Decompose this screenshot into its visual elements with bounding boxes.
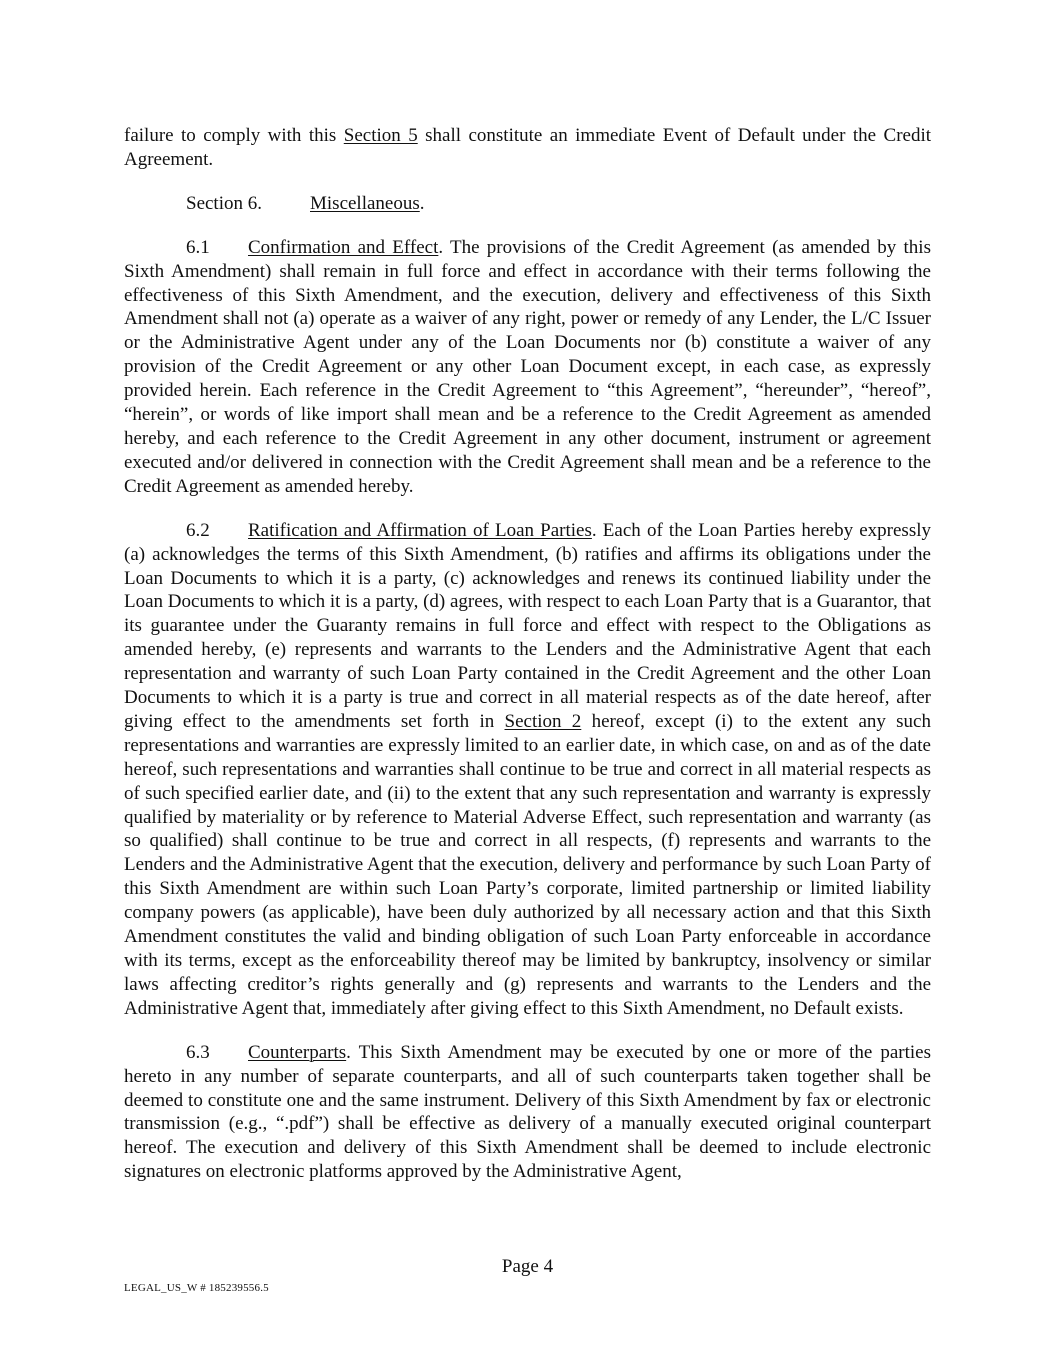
document-id: LEGAL_US_W # 185239556.5 — [124, 1282, 269, 1294]
section-5-reference: Section 5 — [343, 125, 418, 146]
section-6-title: Miscellaneous — [310, 192, 420, 214]
paragraph-6-3-text: . This Sixth Amendment may be executed by one or more of the parties hereto in any number of separate counterparts, and all of such counterparts taken together shall be deemed to constitute one and the same instrument. Delivery of this Sixth Amendment by fax or electronic transmission (e.g., “.pdf”) shall be effective as delivery of a manually executed original counterpart hereof. The execution and delivery of this Sixth Amendment shall be deemed to include electronic signatures on electronic platforms approved by the Administrative Agent, — [124, 1041, 931, 1183]
paragraph-6-2-text: . Each of the Loan Parties hereby expressly (a) acknowledges the terms of this Sixth Amendment, (b) ratifies and affirms its obligations under the Loan Documents to which it is a party, (c) acknowledges and renews its continued liability under the Loan Documents to which it is a party, (d) agrees, with respect to each Loan Party that is a Guarantor, that its guarantee under the Guaranty remains in full force and effect with respect to the Obligations as amended hereby, (e) represents and warrants to the Lenders and the Administrative Agent that each representation and warranty of such Loan Party contained in the Credit Agreement and the other Loan Documents to which it is a party is true and correct in all material respects as of the date hereof, after giving effect to the amendments set forth in — [124, 519, 931, 732]
page-number: Page 4 — [501, 1256, 554, 1277]
paragraph-6-2-heading: Ratification and Affirmation of Loan Parties — [248, 519, 592, 541]
paragraph-6-1 — [124, 236, 931, 499]
paragraph-text: failure to comply with this — [124, 125, 344, 146]
paragraph-6-1-text: . The provisions of the Credit Agreement (as amended by this Sixth Amendment) shall remain in full force and effect in accordance with their terms following the effectiveness of this Sixth Amendment, and the execution, delivery and effectiveness of this Sixth Amendment shall not (a) operate as a waiver of any right, power or remedy of any Lender, the L/C Issuer or the Administrative Agent under any of the Loan Documents nor (b) constitute a waiver of any provision of the Credit Agreement or any other Loan Document except, in each case, as expressly provided herein. Each reference in the Credit Agreement to “this Agreement”, “hereunder”, “hereof”, “herein”, or words of like import shall mean and be a reference to the Credit Agreement as amended hereby, and each reference to the Credit Agreement in any other document, instrument or agreement executed and/or delivered in connection with the Credit Agreement shall mean and be a reference to the Credit Agreement as amended hereby. — [124, 236, 931, 497]
paragraph-6-3-number: 6.3 — [186, 1041, 210, 1063]
paragraph-6-2 — [124, 519, 931, 1021]
section-6-heading — [124, 192, 931, 216]
section-2-reference: Section 2 — [504, 710, 582, 732]
paragraph-text: shall constitute an immediate Event of Default under the Credit Agreement. — [124, 125, 932, 170]
paragraph-6-1-heading: Confirmation and Effect — [248, 236, 439, 258]
paragraph-6-3-heading: Counterparts — [248, 1041, 347, 1063]
paragraph-6-1-number: 6.1 — [186, 236, 210, 258]
paragraph-failure-to-comply — [124, 124, 931, 172]
section-6-label: Section 6. — [186, 192, 262, 214]
paragraph-6-2-text-continued: hereof, except (i) to the extent any such representations and warranties are expressly limited to an earlier date, in which case, on and as of the date hereof, such representations and warranties shall continue to be true and correct in all material respects as of such specified earlier date, and (ii) to the extent that any such representation and warranty is expressly qualified by materiality or by reference to Material Adverse Effect, such representation and warranty (as so qualified) shall continue to be true and correct in all respects, (f) represents and warrants to the Lenders and the Administrative Agent that the execution, delivery and performance by such Loan Party of this Sixth Amendment are within such Loan Party’s corporate, limited partnership or limited liability company powers (as applicable), have been duly authorized by all necessary action and that this Sixth Amendment constitutes the valid and binding obligation of such Loan Party enforceable in accordance with its terms, except as the enforceability thereof may be limited by bankruptcy, insolvency or similar laws affecting creditor’s rights generally and (g) represents and warrants to the Lenders and the Administrative Agent that, immediately after giving effect to this Sixth Amendment, no Default exists. — [124, 710, 931, 1019]
section-6-title-period: . — [419, 192, 425, 214]
paragraph-6-2-number: 6.2 — [186, 519, 210, 541]
document-body — [124, 124, 931, 1184]
paragraph-6-3 — [124, 1041, 931, 1184]
